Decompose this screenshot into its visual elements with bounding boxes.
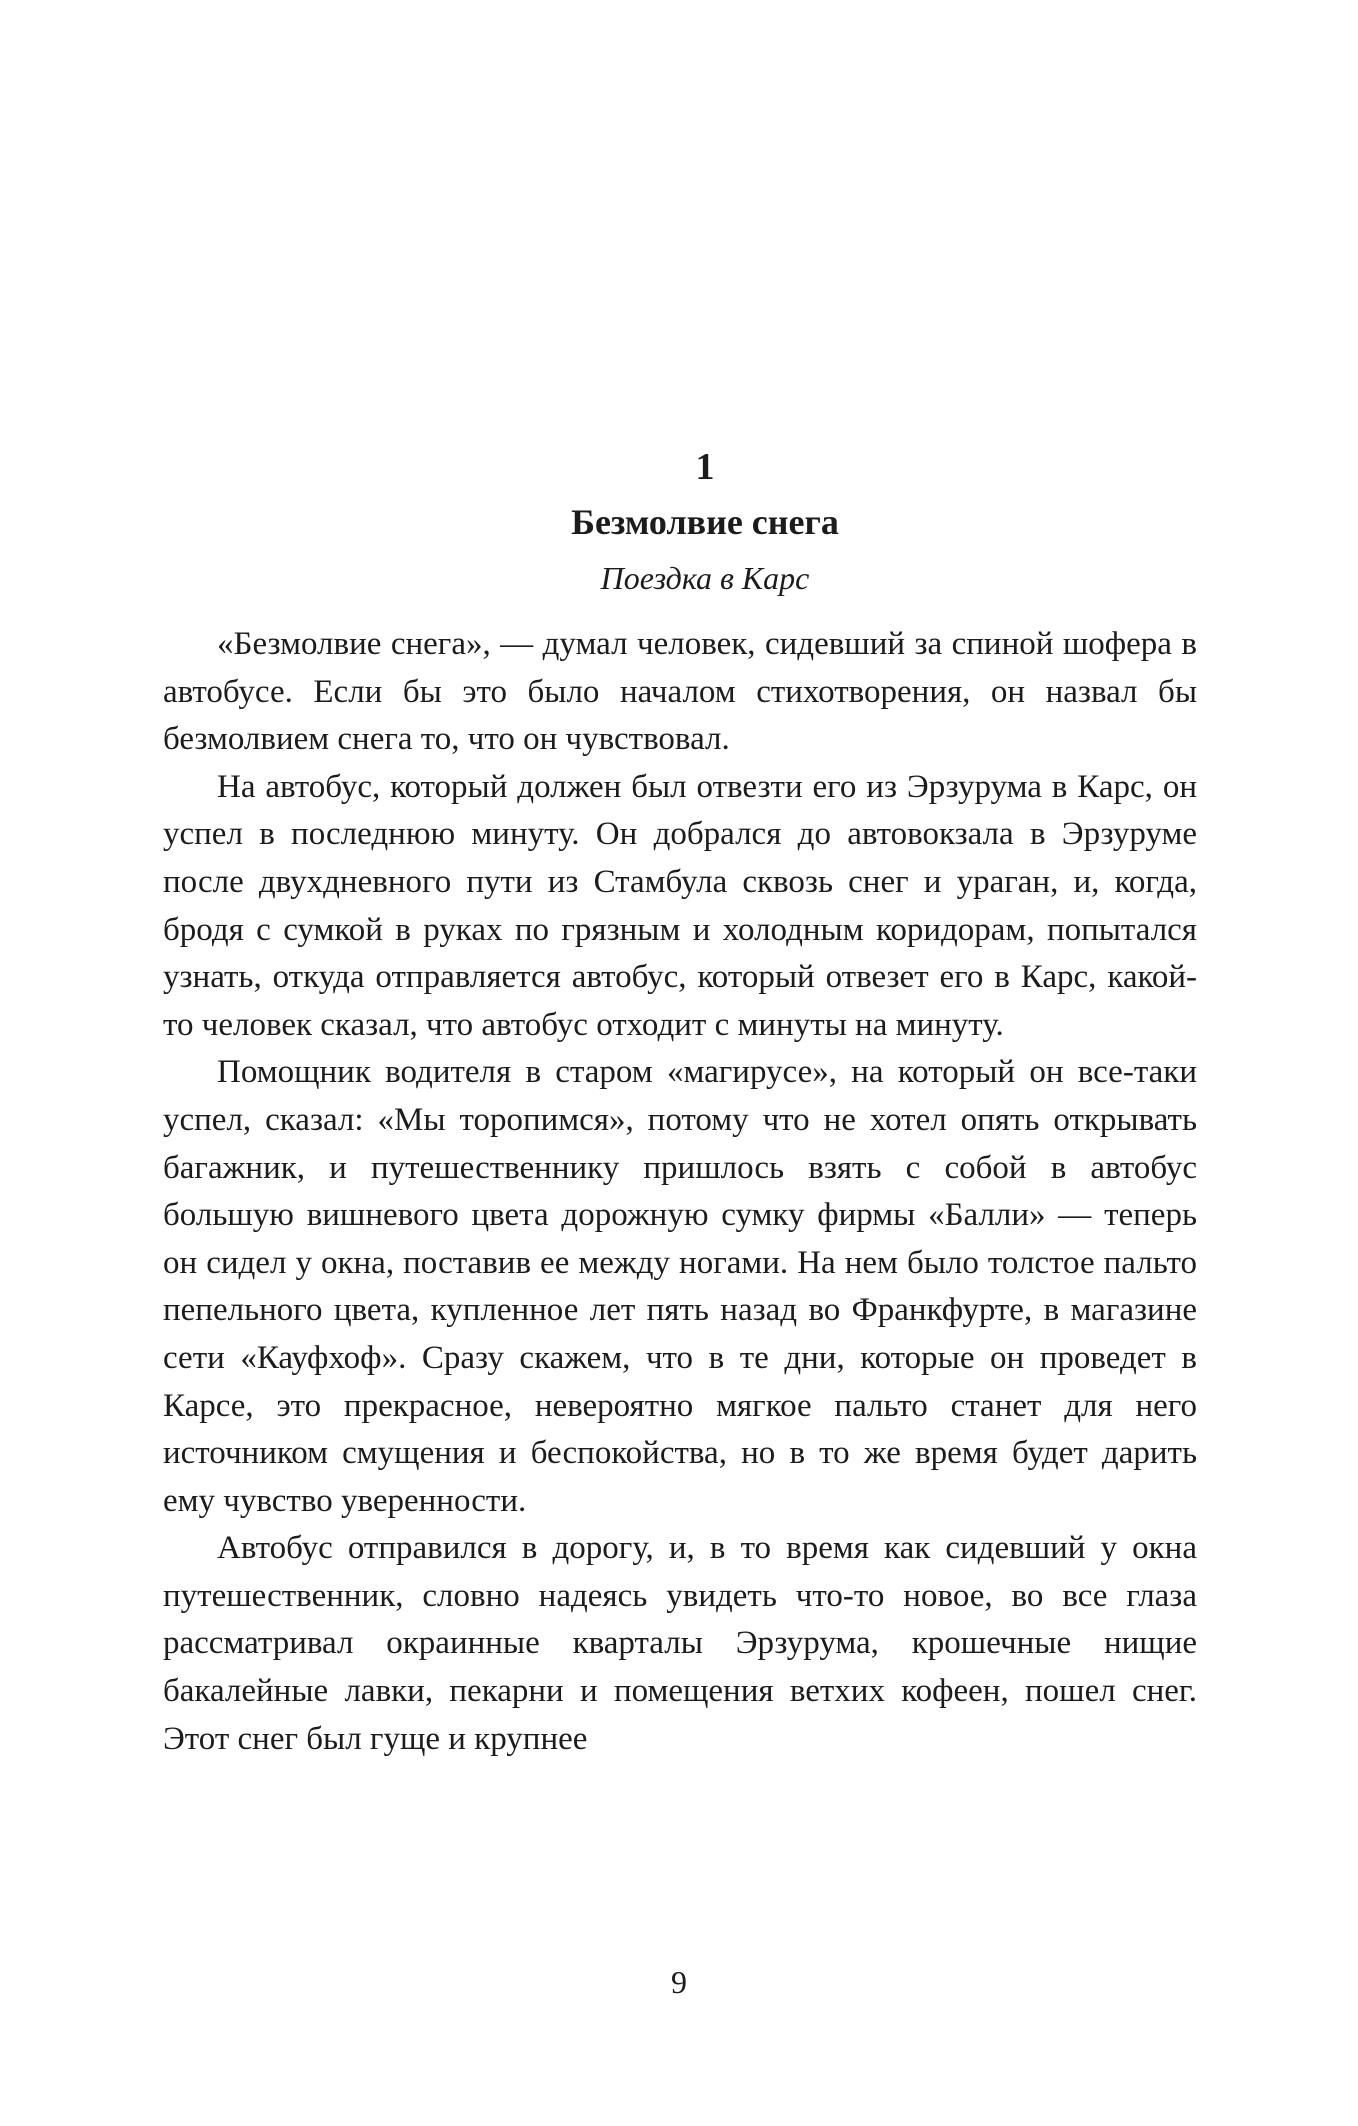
chapter-subtitle: Поездка в Карс [600, 560, 810, 596]
body-text [163, 621, 1197, 1763]
chapter-title: Безмолвие снега [571, 502, 839, 542]
paragraph: «Безмолвие снега», — думал человек, сидевший за спиной шофера в автобусе. Если бы это было началом стихотворения, он назвал бы безмолвием снега то, что он чувствовал. [163, 626, 1197, 758]
paragraph: Помощник водителя в старом «магирусе», на который он все-таки успел, сказал: «Мы торопимся», потому что не хотел опять открывать багажник, и путешественнику пришлось взять с собой в автобус большую вишневого цвета дорожную сумку фирмы «Балли» — теперь он сидел у окна, поставив ее между ногами. На нем было толстое пальто пепельного цвета, купленное лет пять назад во Франкфурте, в магазине сети «Кауфхоф». Сразу скажем, что в те дни, которые он проведет в Карсе, это прекрасное, невероятно мягкое пальто станет для него источником смущения и беспокойства, но в то же время будет дарить ему чувство уверенности. [163, 1054, 1197, 1519]
paragraph: На автобус, который должен был отвезти его из Эрзурума в Карс, он успел в последнюю минуту. Он добрался до автовокзала в Эрзуруме после двухдневного пути из Стамбула сквозь снег и ураган, и, когда, бродя с сумкой в руках по грязным и холодным коридорам, попытался узнать, откуда отправляется автобус, который отвезет его в Карс, какой-то человек сказал, что автобус отходит с минуты на минуту. [163, 768, 1197, 1043]
chapter-number: 1 [695, 446, 715, 488]
chapter-heading [220, 440, 1190, 606]
page-number: 9 [671, 1964, 687, 2000]
paragraph: Автобус отправился в дорогу, и, в то время как сидевший у окна путешественник, словно надеясь увидеть что-то новое, во все глаза рассматривал окраинные кварталы Эрзурума, крошечные нищие бакалейные лавки, пекарни и помещения ветхих кофеен, пошел снег. Этот снег был гуще и крупнее [163, 1530, 1197, 1757]
